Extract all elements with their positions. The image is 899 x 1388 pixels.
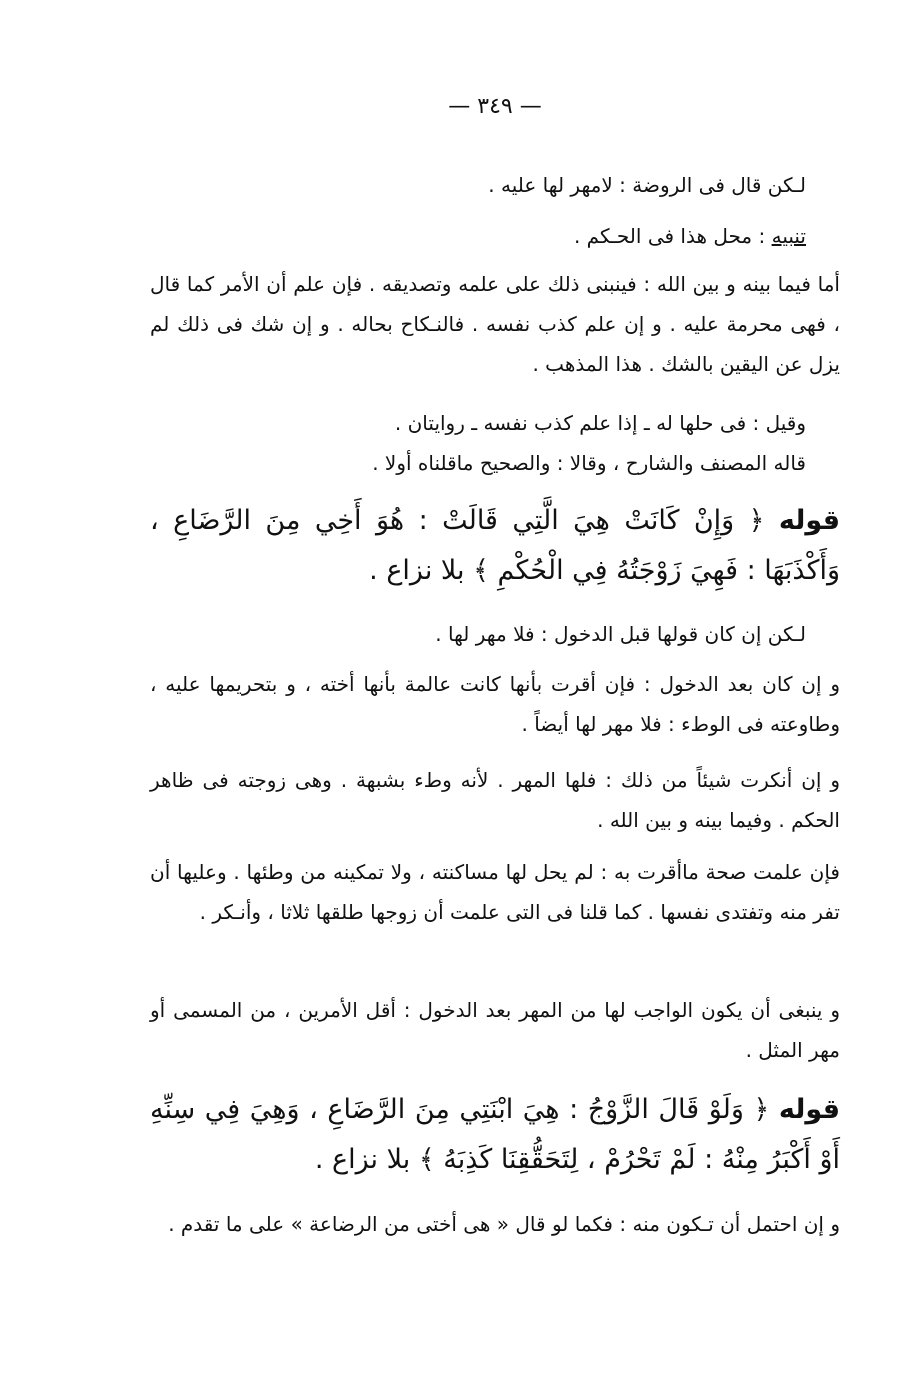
paragraph-text: فإن علمت صحة ماأقرت به : لم يحل لها مساكنته ، ولا تمكينه من وطئها . وعليها أن تفر منه وتفتدى نفسها . كما قلنا فى التى علمت أن زوجها طلقها ثلاثا ، وأنـكر . [150, 860, 840, 924]
paragraph-text: و إن أنكرت شيئاً من ذلك : فلها المهر . لأنه وطء بشبهة . وهى زوجته فى ظاهر الحكم . وفيما بينه و بين الله . [150, 768, 840, 832]
paragraph-quote-2 [150, 1085, 840, 1185]
note-line [150, 216, 806, 256]
paragraph-text: لـكن إن كان قولها قبل الدخول : فلا مهر لها . [435, 622, 806, 646]
paragraph-text: لـكن قال فى الروضة : لامهر لها عليه . [488, 173, 806, 197]
paragraph-text: و ينبغى أن يكون الواجب لها من المهر بعد الدخول : أقل الأمرين ، من المسمى أو مهر المثل . [150, 998, 840, 1062]
paragraph-1 [150, 165, 840, 205]
paragraph-text: أما فيما بينه و بين الله : فينبنى ذلك على علمه وتصديقه . فإن علم أن الأمر كما قال ، فهى محرمة عليه . و إن علم كذب نفسه . فالنـكاح بحاله . و إن شك فى ذلك لم يزل عن اليقين بالشك . هذا المذهب . [150, 272, 840, 376]
paragraph-text: ﴿ وَلَوْ قَالَ الزَّوْجُ : هِيَ ابْنَتِي مِنَ الرَّضَاعِ ، وَهِيَ فِي سِنِّهِ أَوْ أَكْبَرُ مِنْهُ : لَمْ تَحْرُمْ ، لِتَحَقُّقِنَا كَذِبَهُ ﴾ بلا نزاع . [150, 1094, 840, 1175]
paragraph-13 [150, 1204, 840, 1244]
paragraph-5 [150, 443, 840, 483]
quote-line [150, 1085, 840, 1185]
paragraph-note [150, 216, 840, 256]
note-label: تنبيه [771, 224, 806, 248]
paragraph-quote-1 [150, 496, 840, 596]
page-number: — ٣٤٩ — [448, 94, 542, 119]
paragraph-text: ﴿ وَإِنْ كَانَتْ هِيَ الَّتِي قَالَتْ : هُوَ أَخِي مِنَ الرَّضَاعِ ، وَأَكْذَبَهَا : فَهِيَ زَوْجَتُهُ فِي الْحُكْمِ ﴾ بلا نزاع . [150, 505, 840, 586]
paragraph-10 [150, 852, 840, 932]
paragraph-text: : محل هذا فى الحـكم . [573, 224, 772, 248]
paragraph-4 [150, 403, 840, 443]
paragraph-text: و إن احتمل أن تـكون منه : فكما لو قال « هى أختى من الرضاعة » على ما تقدم . [168, 1212, 840, 1236]
paragraph-text: وقيل : فى حلها له ـ إذا علم كذب نفسه ـ روايتان . [394, 411, 806, 435]
paragraph-3 [150, 264, 840, 384]
paragraph-text: قاله المصنف والشارح ، وقالا : والصحيح ماقلناه أولا . [372, 451, 806, 475]
paragraph-8 [150, 664, 840, 744]
paragraph-11 [150, 990, 840, 1070]
paragraph-7 [150, 614, 840, 654]
quote-lead: قوله [778, 1094, 840, 1125]
paragraph-text: و إن كان بعد الدخول : فإن أقرت بأنها كانت عالمة بأنها أخته ، و بتحريمها عليه ، وطاوعته فى الوطء : فلا مهر لها أيضاً . [150, 672, 840, 736]
paragraph-9 [150, 760, 840, 840]
quote-lead: قوله [778, 505, 840, 536]
quote-line [150, 496, 840, 596]
book-page [150, 0, 840, 1388]
